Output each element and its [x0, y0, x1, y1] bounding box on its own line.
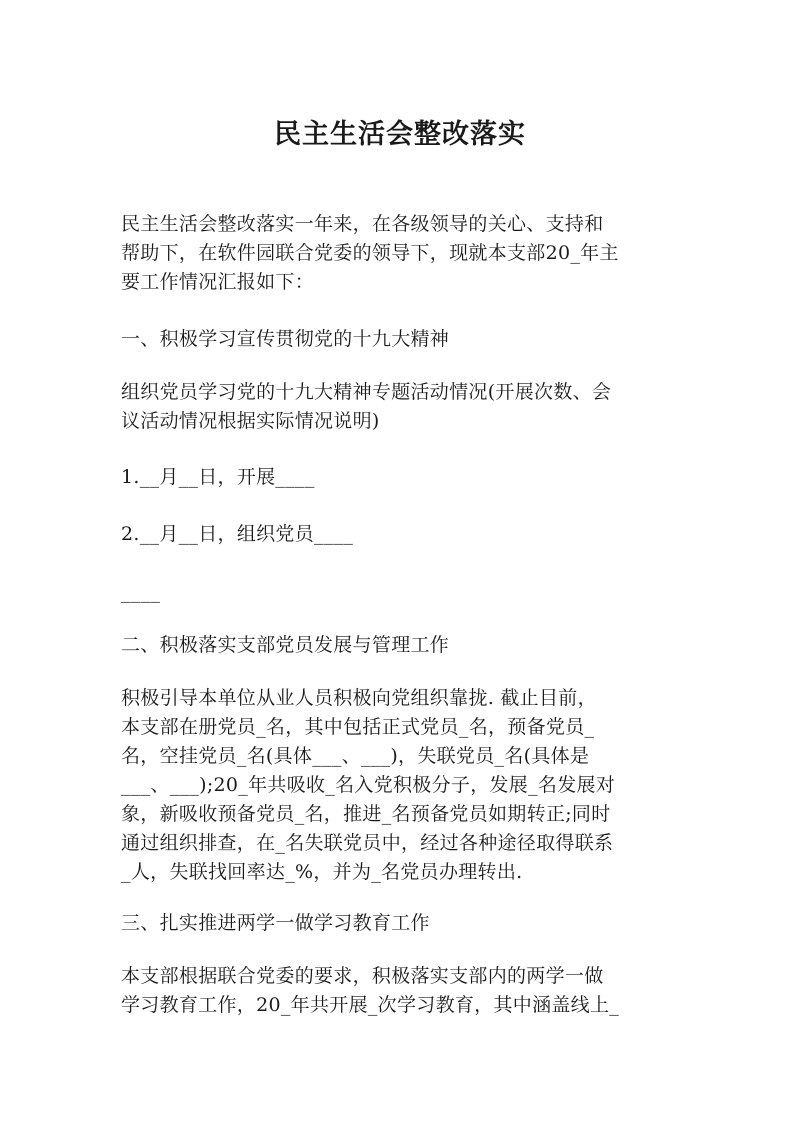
section-2-paragraph: 积极引导本单位从业人员积极向党组织靠拢. 截止目前， 本支部在册党员_名，其中包括正式党员_名，预备党员_ 名，空挂党员_名(具体___、___)，失联党员_名(具体是 ___、___);20_年共吸收_名入党积极分子，发展_名发展对 象，新吸收预备党员_名，推进_名预备党员如期转正;同时 通过组织排查，在_名失联党员中，经过各种途径取得联系 _人，失联找回率达_%，并为_名党员办理转出.: [121, 687, 616, 883]
list-item-2: 2.__月__日，组织党员____: [121, 523, 354, 545]
section-3-paragraph: 本支部根据联合党委的要求，积极落实支部内的两学一做 学习教育工作，20_年共开展_次学习教育，其中涵盖线上_: [121, 965, 620, 1016]
intro-paragraph: 民主生活会整改落实一年来，在各级领导的关心、支持和 帮助下，在软件园联合党委的领导下，现就本支部20_年主 要工作情况汇报如下：: [121, 213, 619, 293]
section-heading-3: 三、扎实推进两学一做学习教育工作: [121, 912, 430, 934]
blank-line: ____: [121, 581, 161, 603]
section-heading-1: 一、积极学习宣传贯彻党的十九大精神: [121, 328, 450, 350]
section-1-paragraph: 组织党员学习党的十九大精神专题活动情况(开展次数、会 议活动情况根据实际情况说明): [121, 381, 612, 432]
section-heading-2: 二、积极落实支部党员发展与管理工作: [121, 634, 450, 656]
list-item-1: 1.__月__日，开展____: [121, 466, 315, 488]
document-title: 民主生活会整改落实: [274, 119, 526, 150]
